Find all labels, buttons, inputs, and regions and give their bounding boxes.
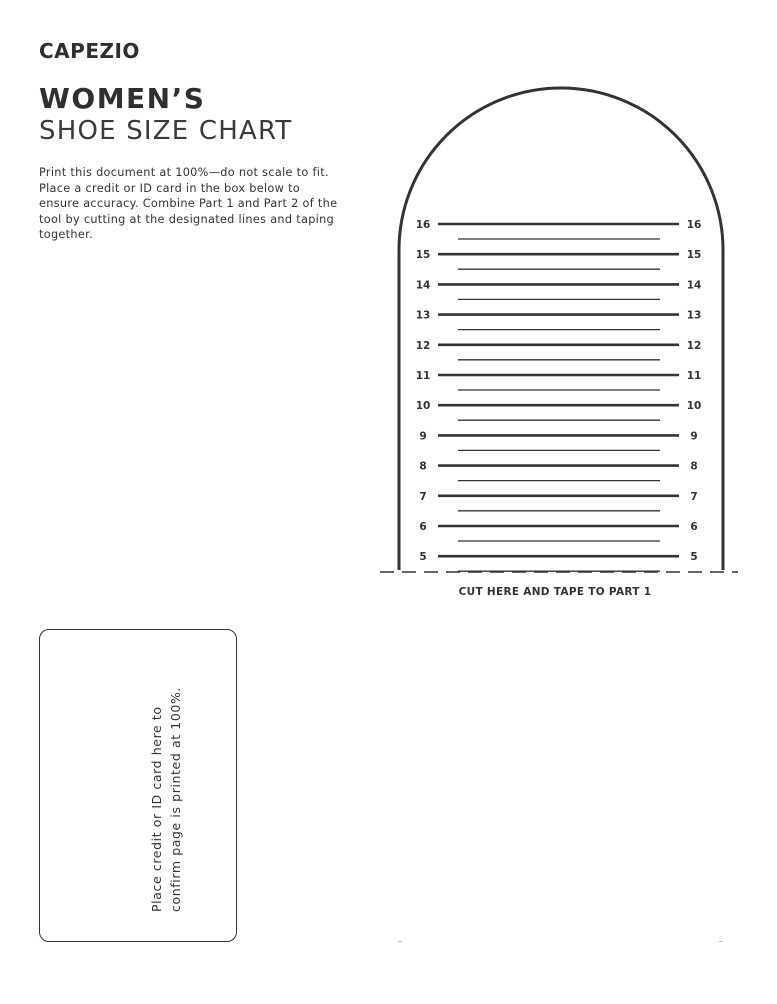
card-text-line-2: confirm page is printed at 100%.: [168, 687, 183, 912]
size-label-right-7: 7: [690, 490, 698, 503]
size-label-left-9: 9: [419, 430, 427, 443]
page-title: WOMEN’S: [39, 82, 206, 115]
size-label-left-5: 5: [419, 551, 427, 564]
size-label-right-13: 13: [686, 309, 702, 322]
size-label-left-16: 16: [415, 219, 431, 231]
credit-card-instructions: [147, 687, 185, 912]
size-label-left-6: 6: [419, 521, 427, 533]
instructions-text: Print this document at 100%—do not scale to fit. Place a credit or ID card in the box below to ensure accuracy. Combine Part 1 and Part 2 of the tool by cutting at the designated lines and taping together.: [39, 166, 338, 241]
page-subtitle: SHOE SIZE CHART: [39, 116, 293, 146]
size-label-left-14: 14: [415, 279, 431, 292]
size-label-left-13: 13: [415, 309, 431, 322]
size-label-left-15: 15: [415, 249, 431, 262]
size-label-right-16: 16: [686, 219, 702, 231]
size-label-right-6: 6: [690, 521, 698, 533]
size-label-left-10: 10: [415, 400, 431, 413]
size-label-left-7: 7: [419, 490, 427, 503]
size-label-left-8: 8: [419, 460, 427, 473]
brand-logo: CAPEZIO: [39, 39, 140, 63]
size-label-right-8: 8: [690, 460, 698, 473]
size-label-right-5: 5: [690, 551, 698, 564]
credit-card-box: [39, 629, 237, 942]
cut-here-label: CUT HERE AND TAPE TO PART 1: [458, 586, 652, 598]
size-label-right-15: 15: [686, 249, 702, 262]
size-label-right-12: 12: [686, 339, 702, 352]
size-label-right-14: 14: [686, 279, 702, 292]
crop-mark-left: [398, 941, 402, 942]
size-label-right-9: 9: [690, 430, 698, 443]
size-label-right-11: 11: [686, 370, 702, 382]
size-label-right-10: 10: [686, 400, 702, 413]
size-label-left-12: 12: [415, 339, 431, 352]
size-label-left-11: 11: [415, 370, 431, 382]
card-text-line-1: Place credit or ID card here to: [149, 706, 164, 912]
crop-mark-right: [719, 941, 723, 942]
